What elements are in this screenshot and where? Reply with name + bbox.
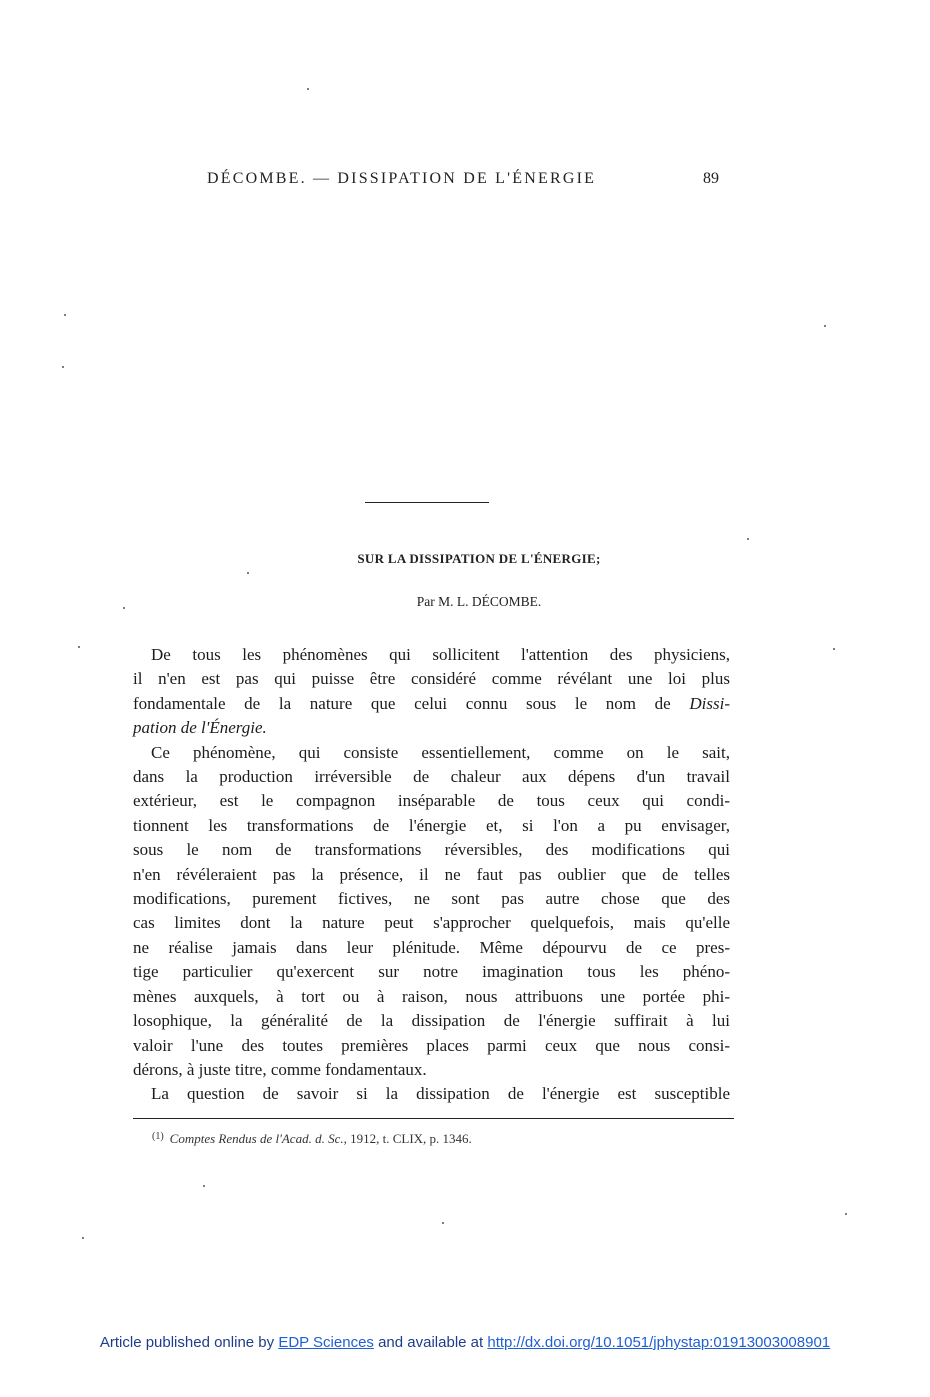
paragraph-1 [133,643,730,741]
italic-term: pation de l'Énergie. [133,718,267,738]
footnote-rule [133,1118,734,1119]
text-line: tionnent les transformations de l'énergie et, si l'on a pu envisager, [133,815,730,835]
text-segment: fondamentale de la nature que celui connu sous le nom de [133,693,671,713]
footnote [152,1131,472,1147]
text-line: modifications, purement fictives, ne sont pas autre chose que des [133,889,730,909]
text-line [133,716,730,740]
doi-link[interactable]: http://dx.doi.org/10.1051/jphystap:01913003008901 [487,1334,831,1351]
article-title: SUR LA DISSIPATION DE L'ÉNERGIE; [357,551,601,566]
scan-speck [307,88,309,90]
text-line [133,692,730,716]
scan-speck [442,1222,444,1224]
footnote-source: Comptes Rendus de l'Acad. d. Sc., [169,1131,347,1146]
footnote-details: 1912, t. CLIX, p. 1346. [350,1131,472,1146]
text-line: dérons, à juste titre, comme fondamentaux. [133,1059,427,1079]
text-line: tige particulier qu'exercent sur notre imagination tous les phéno- [133,962,730,982]
scan-speck [747,538,749,540]
text-line: losophique, la généralité de la dissipation de l'énergie suffirait à lui [133,1011,730,1031]
text-line: Ce phénomène, qui consiste essentiellement, comme on le sait, [151,742,730,762]
scan-speck [78,646,80,648]
text-line: cas limites dont la nature peut s'approcher quelquefois, mais qu'elle [133,913,730,933]
scan-speck [82,1237,84,1239]
text-line: extérieur, est le compagnon inséparable de tous ceux qui condi- [133,791,730,811]
scan-speck [845,1213,847,1215]
text-line: sous le nom de transformations réversibles, des modifications qui [133,840,730,860]
scan-speck [247,572,249,574]
text-line: il n'en est pas qui puisse être considéré comme révélant une loi plus [133,669,730,689]
text-line: ne réalise jamais dans leur plénitude. Même dépourvu de ce pres- [133,937,730,957]
footnote-mark: (1) [152,1131,164,1142]
text-line: n'en révéleraient pas la présence, il ne faut pas oublier que de telles [133,864,730,884]
byline: Par M. L. DÉCOMBE. [416,594,542,609]
scan-speck [833,648,835,650]
page-number: 89 [703,170,719,187]
text-line: mènes auxquels, à tort ou à raison, nous attribuons une portée phi- [133,986,730,1006]
scan-speck [824,325,826,327]
article-body [133,643,730,1107]
text-line: valoir l'une des toutes premières places parmi ceux que nous consi- [133,1035,730,1055]
paragraph-2 [133,741,730,1083]
scan-speck [123,607,125,609]
title-rule [365,502,489,503]
text-line: La question de savoir si la dissipation de l'énergie est susceptible [151,1084,730,1104]
text-line: De tous les phénomènes qui sollicitent l'attention des physiciens, [151,645,730,664]
publisher-prefix: Article published online by [99,1334,275,1351]
edp-sciences-link[interactable]: EDP Sciences [278,1334,374,1351]
running-title: DÉCOMBE. — DISSIPATION DE L'ÉNERGIE [207,170,597,187]
paragraph-3 [133,1082,730,1106]
publisher-middle: and available at [378,1334,484,1351]
publisher-notice [0,1334,930,1351]
text-line: dans la production irréversible de chaleur aux dépens d'un travail [133,767,730,787]
scan-speck [62,366,64,368]
scan-speck [64,314,66,316]
scan-speck [203,1185,205,1187]
italic-term: Dissi- [689,693,730,713]
